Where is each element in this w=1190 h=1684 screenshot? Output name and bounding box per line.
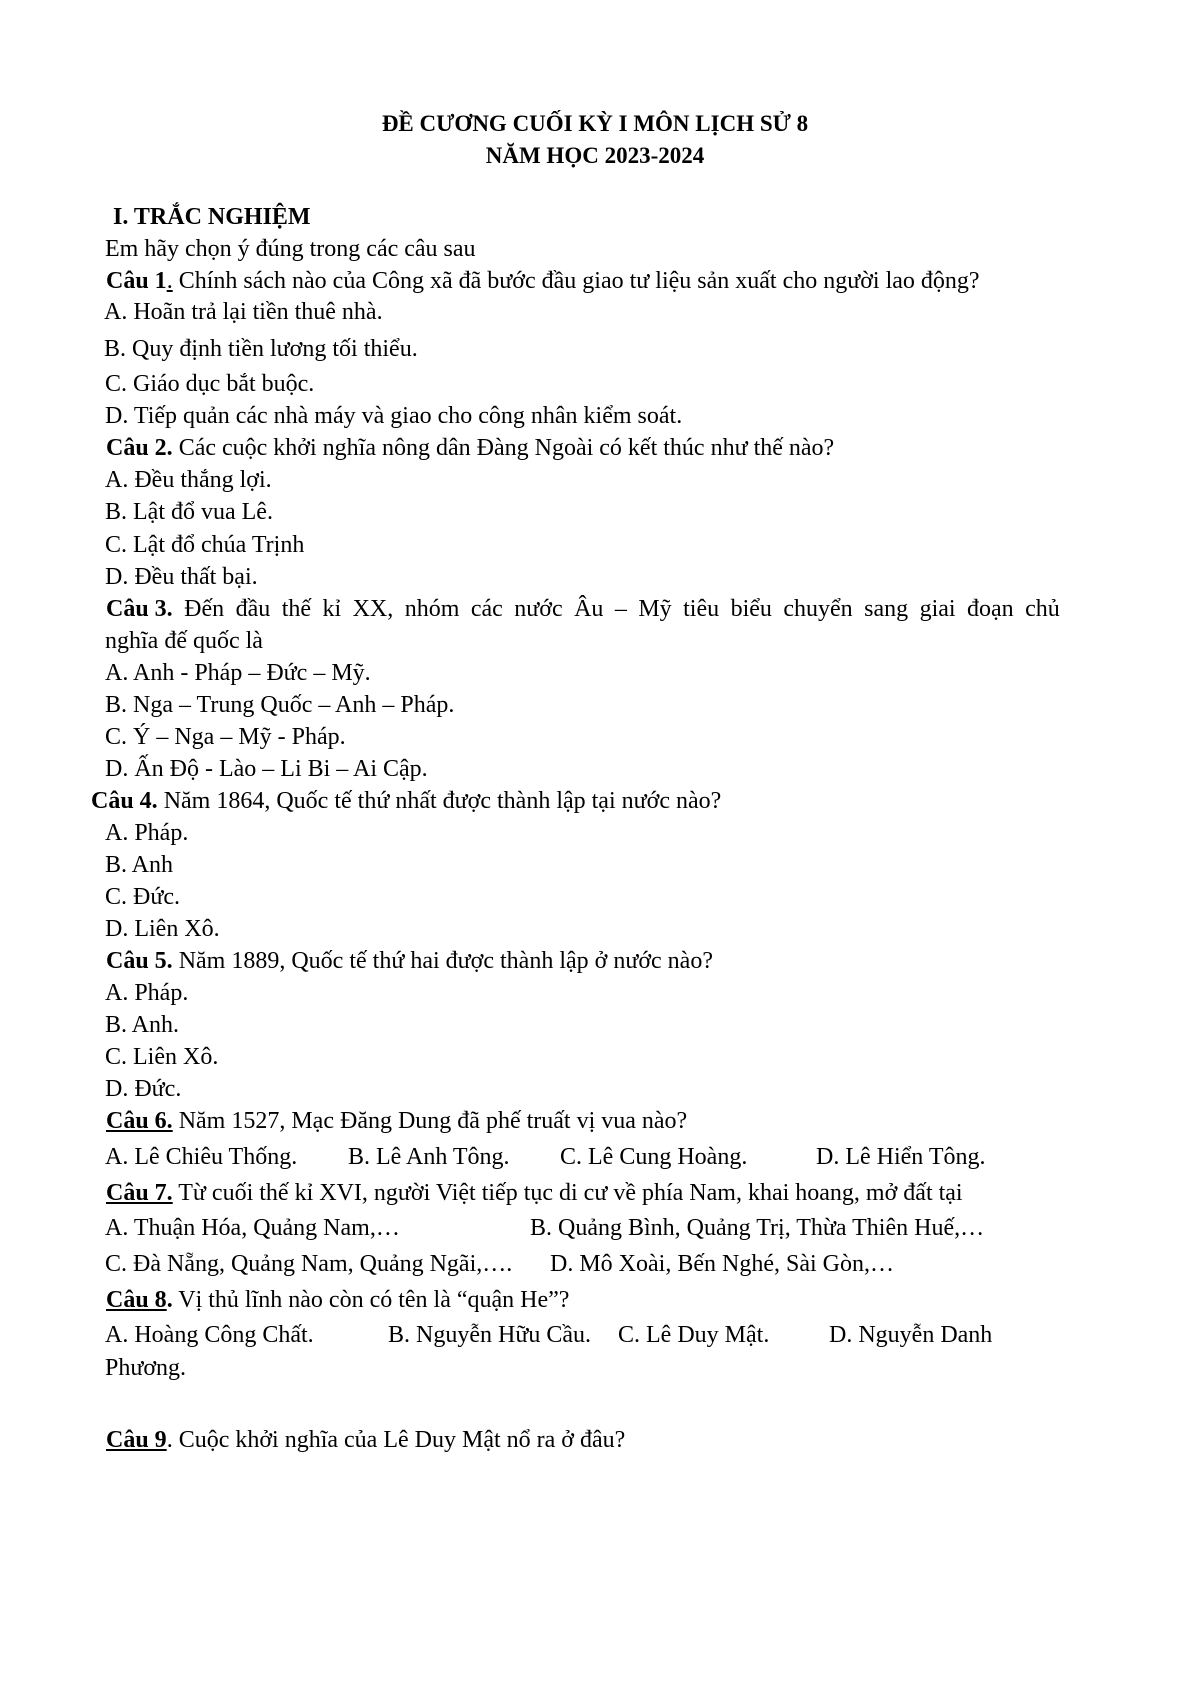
question-text: Năm 1527, Mạc Đăng Dung đã phế truất vị vua nào? <box>172 1108 688 1134</box>
question-6 <box>106 1109 687 1133</box>
section-instruction: Em hãy chọn ý đúng trong các câu sau <box>105 236 476 262</box>
option-d: D. Tiếp quản các nhà máy và giao cho công nhân kiểm soát. <box>105 403 683 429</box>
option-c: C. Liên Xô. <box>105 1044 219 1070</box>
question-5 <box>106 949 713 973</box>
question-label: Câu 4. <box>91 788 158 814</box>
option-d: D. Đức. <box>105 1076 182 1102</box>
option-c: C. Ý – Nga – Mỹ - Pháp. <box>105 724 346 750</box>
option-d: D. Nguyễn Danh <box>829 1322 993 1348</box>
question-label: Câu 8 <box>106 1287 167 1313</box>
question-word: kỉ <box>322 596 342 622</box>
option-a: A. Thuận Hóa, Quảng Nam,… <box>105 1215 400 1241</box>
option-a: A. Đều thắng lợi. <box>105 467 272 493</box>
option-a: A. Lê Chiêu Thống. <box>105 1144 298 1170</box>
question-word: sang <box>864 596 909 622</box>
question-word: thế <box>281 596 312 622</box>
option-d: D. Đều thất bại. <box>105 564 258 590</box>
option-b: B. Nga – Trung Quốc – Anh – Pháp. <box>105 692 455 718</box>
option-a: A. Hoàng Công Chất. <box>105 1322 314 1348</box>
option-b: B. Lật đổ vua Lê. <box>105 499 273 525</box>
question-word: Mỹ <box>638 596 672 622</box>
question-text: Vị thủ lĩnh nào còn có tên là “quận He”? <box>172 1287 570 1313</box>
question-text: Năm 1864, Quốc tế thứ nhất được thành lập tại nước nào? <box>157 788 722 814</box>
option-d: D. Ấn Độ - Lào – Li Bi – Ai Cập. <box>105 756 428 782</box>
question-word: – <box>614 596 627 622</box>
question-label-suffix: . <box>166 268 173 294</box>
question-word: tiêu <box>683 596 720 622</box>
option-c: C. Giáo dục bắt buộc. <box>105 371 315 397</box>
question-word: nhóm <box>404 596 460 622</box>
question-label: Câu 3. <box>106 596 173 622</box>
question-1 <box>106 269 980 293</box>
question-4 <box>91 789 721 813</box>
question-text: . Cuộc khởi nghĩa của Lê Duy Mật nổ ra ở đâu? <box>166 1427 626 1453</box>
option-b: B. Quảng Bình, Quảng Trị, Thừa Thiên Huế,… <box>530 1215 985 1241</box>
question-word: các <box>470 596 503 622</box>
question-word: Đến <box>184 596 225 622</box>
question-label: Câu 2. <box>106 435 173 461</box>
document-title: ĐỀ CƯƠNG CUỐI KỲ I MÔN LỊCH SỬ 8 <box>381 111 809 136</box>
question-9 <box>106 1428 625 1452</box>
question-2 <box>106 436 834 460</box>
question-text: Các cuộc khởi nghĩa nông dân Đàng Ngoài có kết thúc như thế nào? <box>172 435 835 461</box>
document-subtitle: NĂM HỌC 2023-2024 <box>485 143 705 168</box>
option-c: C. Lê Duy Mật. <box>618 1322 770 1348</box>
question-label: Câu 1 <box>106 268 167 294</box>
option-c: C. Đức. <box>105 884 180 910</box>
option-b: B. Anh. <box>105 1012 180 1038</box>
question-word: đoạn <box>967 596 1014 622</box>
question-8 <box>106 1288 569 1312</box>
option-a: A. Anh - Pháp – Đức – Mỹ. <box>105 660 371 686</box>
option-a: A. Pháp. <box>105 820 189 846</box>
option-c: C. Lê Cung Hoàng. <box>560 1144 748 1170</box>
question-word: chủ <box>1025 596 1060 622</box>
question-text: Chính sách nào của Công xã đã bước đầu giao tư liệu sản xuất cho người lao động? <box>172 268 980 294</box>
option-c: C. Lật đổ chúa Trịnh <box>105 532 305 558</box>
question-label: Câu 9 <box>106 1427 167 1453</box>
question-label-suffix: . <box>166 1287 173 1313</box>
question-word: biểu <box>730 596 772 622</box>
question-word: chuyển <box>783 596 853 622</box>
question-label: Câu 5. <box>106 948 173 974</box>
option-b: B. Nguyễn Hữu Cầu. <box>388 1322 591 1348</box>
question-text: Năm 1889, Quốc tế thứ hai được thành lập ở nước nào? <box>172 948 713 974</box>
question-3 <box>106 597 1060 621</box>
option-b: B. Lê Anh Tông. <box>348 1144 510 1170</box>
option-a: A. Hoãn trả lại tiền thuê nhà. <box>104 299 383 325</box>
option-c: C. Đà Nẵng, Quảng Nam, Quảng Ngãi,…. <box>105 1251 513 1277</box>
question-word: đầu <box>235 596 271 622</box>
question-label: Câu 6. <box>106 1108 173 1134</box>
question-3-continuation: nghĩa đế quốc là <box>105 628 263 654</box>
question-word: XX, <box>352 596 394 622</box>
question-label: Câu 7. <box>106 1180 173 1206</box>
option-d: D. Lê Hiển Tông. <box>816 1144 986 1170</box>
question-word: giai <box>919 596 956 622</box>
question-7 <box>106 1181 963 1205</box>
question-word: nước <box>514 596 563 622</box>
option-d: D. Liên Xô. <box>105 916 220 942</box>
question-word: Âu <box>574 596 604 622</box>
option-b: B. Quy định tiền lương tối thiểu. <box>104 336 418 362</box>
option-a: A. Pháp. <box>105 980 189 1006</box>
section-heading: I. TRẮC NGHIỆM <box>113 204 311 230</box>
option-d-continuation: Phương. <box>105 1355 187 1381</box>
question-text: Từ cuối thế kỉ XVI, người Việt tiếp tục di cư về phía Nam, khai hoang, mở đất tại <box>172 1180 963 1206</box>
option-b: B. Anh <box>105 852 174 878</box>
option-d: D. Mô Xoài, Bến Nghé, Sài Gòn,… <box>550 1251 894 1277</box>
